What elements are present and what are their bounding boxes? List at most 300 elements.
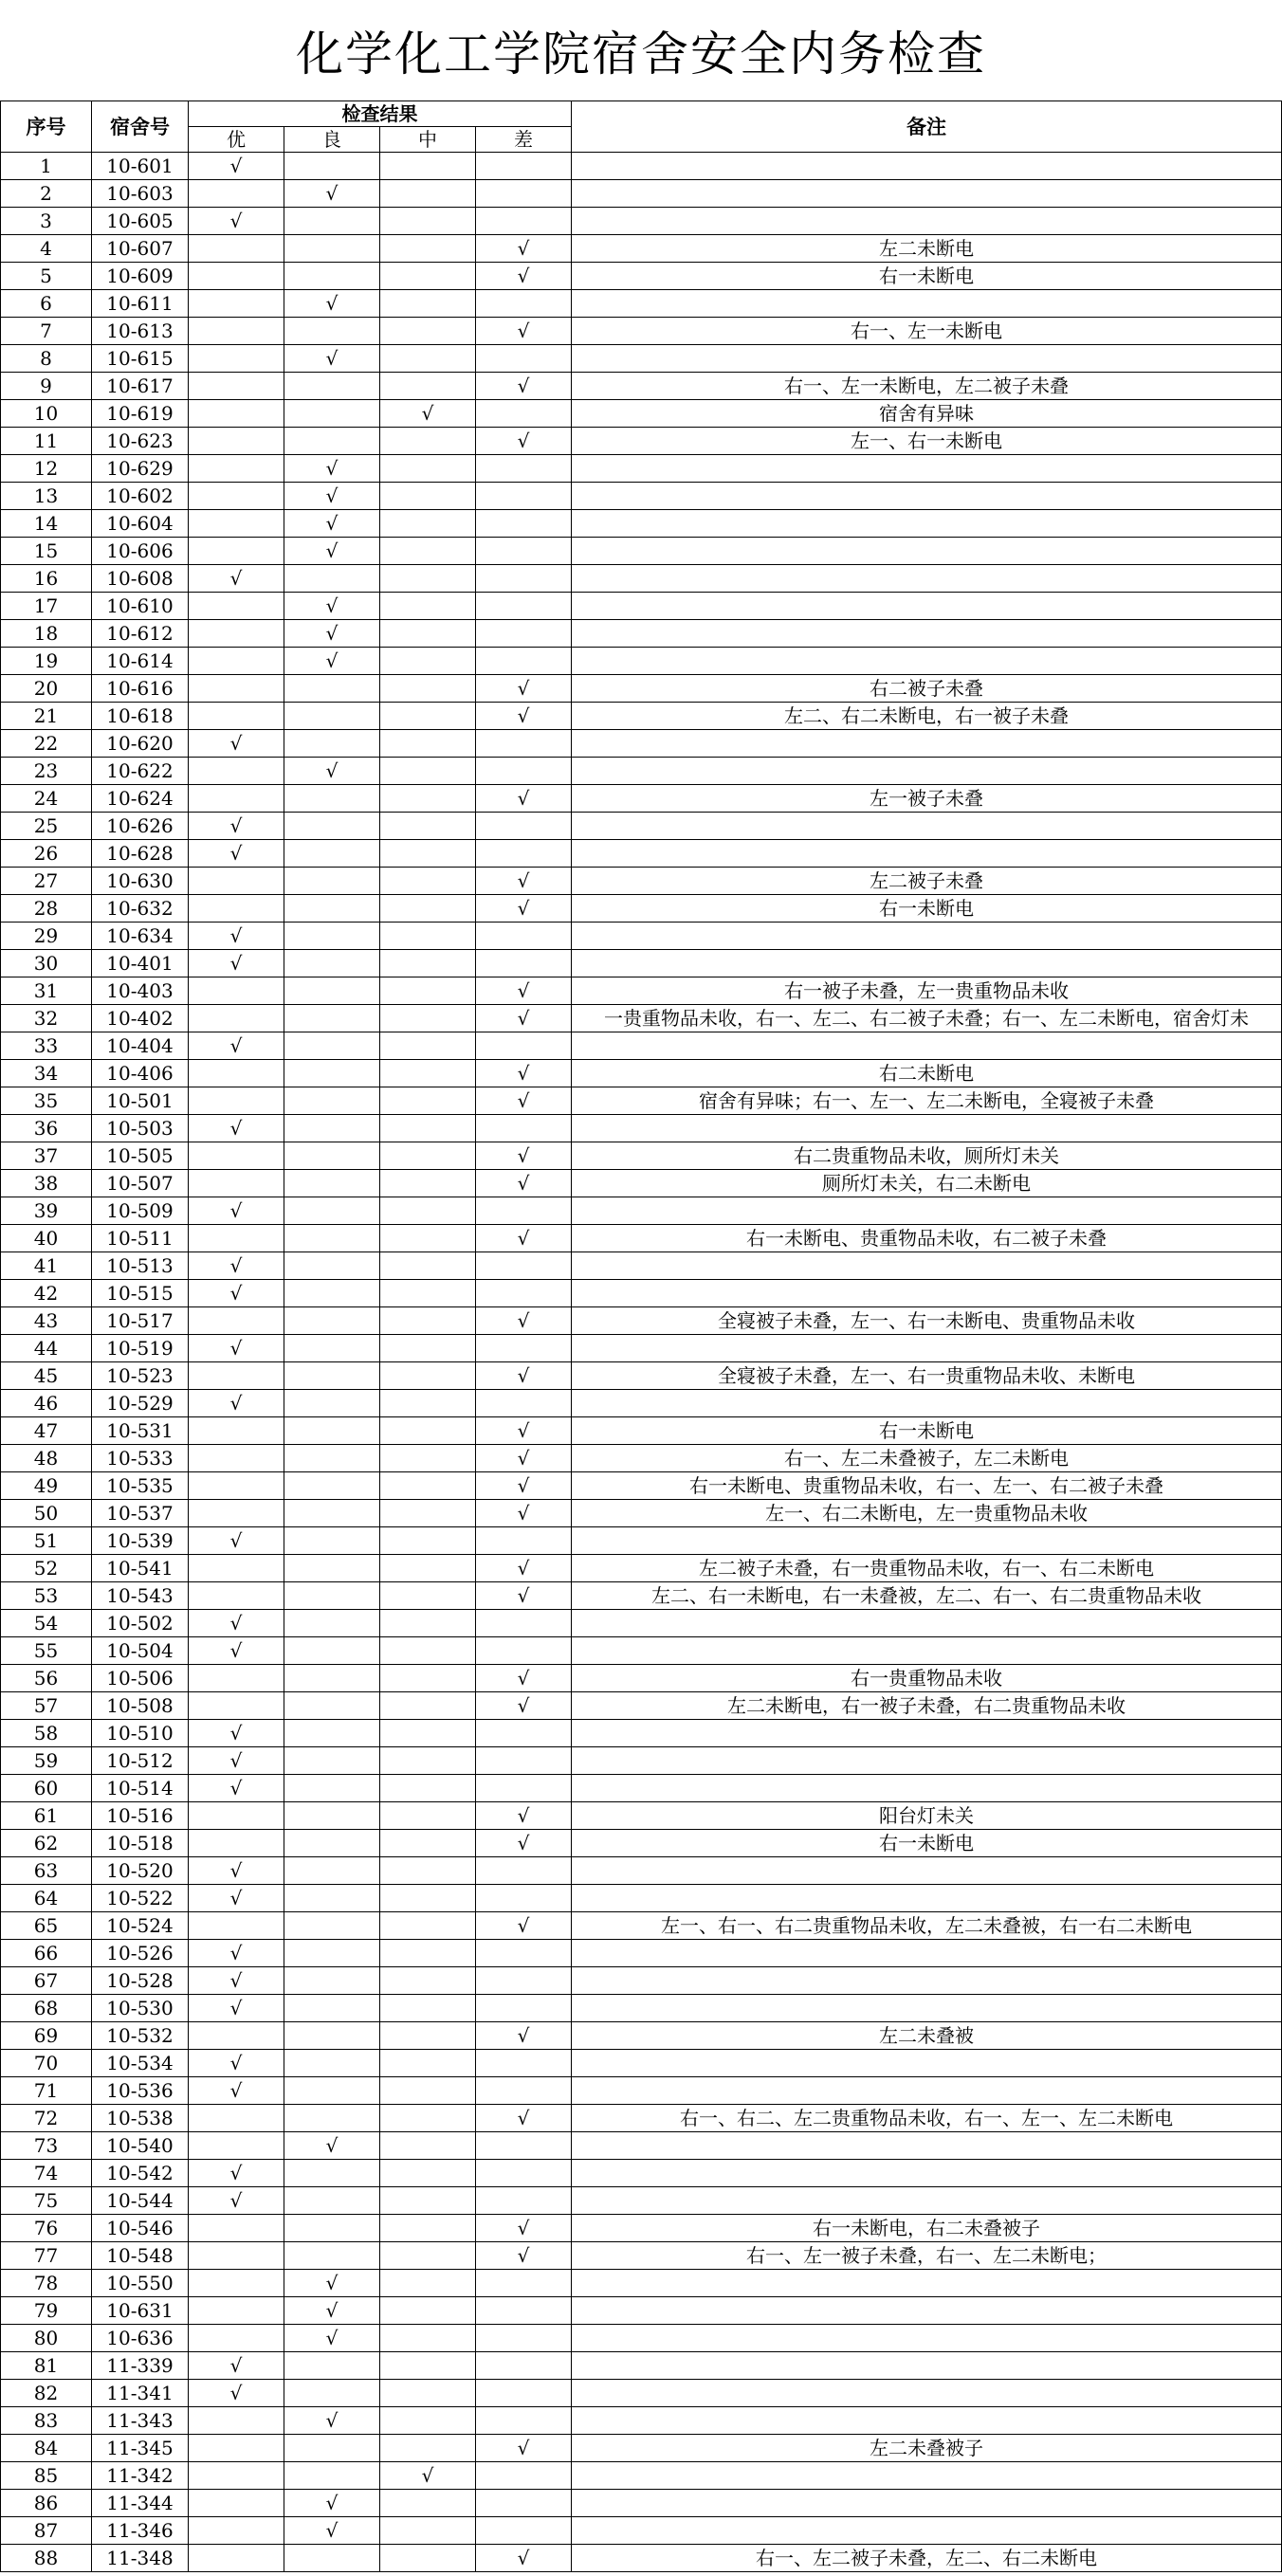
row-grade-excellent-cell: √: [189, 2352, 284, 2380]
row-grade-excellent-cell: [189, 2435, 284, 2462]
row-grade-fair-cell: [380, 1142, 476, 1170]
row-grade-fair-cell: [380, 1610, 476, 1637]
row-grade-poor-cell: √: [476, 1307, 572, 1335]
row-grade-fair-cell: [380, 2545, 476, 2572]
row-grade-poor-cell: √: [476, 895, 572, 923]
row-grade-good-cell: [284, 1060, 380, 1087]
row-room: 10-502: [92, 1610, 189, 1637]
row-room: 10-620: [92, 730, 189, 758]
row-grade-fair-cell: [380, 180, 476, 208]
row-note: 左二被子未叠，右一贵重物品未收，右一、右二未断电: [572, 1555, 1282, 1582]
row-grade-fair-cell: [380, 510, 476, 538]
row-seq: 54: [1, 1610, 92, 1637]
row-grade-excellent-cell: [189, 1060, 284, 1087]
header-grade-poor: 差: [476, 127, 572, 153]
row-grade-excellent-cell: √: [189, 1995, 284, 2022]
row-room: 10-630: [92, 868, 189, 895]
row-seq: 59: [1, 1747, 92, 1775]
row-grade-excellent-cell: [189, 1142, 284, 1170]
table-row: [1, 2270, 1282, 2297]
table-row: [1, 290, 1282, 318]
row-note: [572, 1335, 1282, 1362]
row-grade-good-cell: [284, 208, 380, 235]
row-grade-fair-cell: [380, 1335, 476, 1362]
row-grade-excellent-cell: [189, 1170, 284, 1197]
row-room: 10-522: [92, 1885, 189, 1912]
row-note: 左二未断电，右一被子未叠，右二贵重物品未收: [572, 1692, 1282, 1720]
row-note: [572, 1610, 1282, 1637]
row-grade-poor-cell: √: [476, 428, 572, 455]
row-seq: 85: [1, 2462, 92, 2490]
row-grade-poor-cell: [476, 1747, 572, 1775]
row-seq: 20: [1, 675, 92, 703]
row-grade-poor-cell: [476, 2517, 572, 2545]
row-grade-good-cell: [284, 1197, 380, 1225]
row-grade-poor-cell: [476, 290, 572, 318]
row-grade-poor-cell: √: [476, 1417, 572, 1445]
row-grade-excellent-cell: [189, 2545, 284, 2572]
page-title: 化学化工学院宿舍安全内务检查: [296, 27, 986, 82]
row-note: [572, 1115, 1282, 1142]
row-grade-fair-cell: [380, 290, 476, 318]
row-note: [572, 180, 1282, 208]
row-grade-fair-cell: [380, 1115, 476, 1142]
row-grade-fair-cell: [380, 648, 476, 675]
row-grade-good-cell: [284, 1005, 380, 1032]
row-grade-excellent-cell: [189, 483, 284, 510]
row-room: 10-406: [92, 1060, 189, 1087]
row-note: [572, 1995, 1282, 2022]
row-grade-good-cell: [284, 1390, 380, 1417]
row-grade-good-cell: √: [284, 2325, 380, 2352]
row-grade-fair-cell: [380, 153, 476, 180]
row-seq: 53: [1, 1582, 92, 1610]
row-grade-excellent-cell: [189, 1472, 284, 1500]
row-grade-good-cell: [284, 1665, 380, 1692]
row-grade-good-cell: [284, 1307, 380, 1335]
row-grade-good-cell: √: [284, 483, 380, 510]
row-seq: 7: [1, 318, 92, 345]
row-grade-good-cell: [284, 730, 380, 758]
row-note: [572, 593, 1282, 620]
row-grade-excellent-cell: [189, 977, 284, 1005]
row-grade-good-cell: [284, 868, 380, 895]
row-grade-poor-cell: √: [476, 2242, 572, 2270]
row-note: [572, 455, 1282, 483]
table-row: [1, 2297, 1282, 2325]
row-seq: 10: [1, 400, 92, 428]
row-grade-fair-cell: [380, 1060, 476, 1087]
row-seq: 12: [1, 455, 92, 483]
row-seq: 69: [1, 2022, 92, 2050]
row-note: 右一、左一被子未叠，右一、左二未断电；: [572, 2242, 1282, 2270]
row-room: 10-530: [92, 1995, 189, 2022]
row-seq: 35: [1, 1087, 92, 1115]
row-grade-excellent-cell: √: [189, 730, 284, 758]
row-seq: 37: [1, 1142, 92, 1170]
table-row: [1, 730, 1282, 758]
row-grade-excellent-cell: √: [189, 1252, 284, 1280]
row-grade-poor-cell: [476, 2490, 572, 2517]
row-grade-fair-cell: [380, 1390, 476, 1417]
row-grade-poor-cell: [476, 1967, 572, 1995]
table-row: [1, 2050, 1282, 2077]
row-seq: 50: [1, 1500, 92, 1527]
row-seq: 23: [1, 758, 92, 785]
row-grade-poor-cell: [476, 208, 572, 235]
row-grade-fair-cell: [380, 1967, 476, 1995]
row-note: [572, 813, 1282, 840]
row-grade-fair-cell: [380, 1225, 476, 1252]
row-seq: 22: [1, 730, 92, 758]
row-note: [572, 2297, 1282, 2325]
row-grade-poor-cell: √: [476, 2105, 572, 2132]
row-note: 右一、左二被子未叠，左二、右二未断电: [572, 2545, 1282, 2572]
row-grade-excellent-cell: √: [189, 1967, 284, 1995]
row-grade-good-cell: [284, 1912, 380, 1940]
row-grade-fair-cell: [380, 2325, 476, 2352]
table-row: [1, 1445, 1282, 1472]
row-note: [572, 1637, 1282, 1665]
row-seq: 63: [1, 1857, 92, 1885]
row-seq: 2: [1, 180, 92, 208]
row-grade-good-cell: √: [284, 2407, 380, 2435]
row-note: 左二、右一未断电，右一未叠被，左二、右一、右二贵重物品未收: [572, 1582, 1282, 1610]
row-grade-excellent-cell: √: [189, 1885, 284, 1912]
row-grade-excellent-cell: [189, 675, 284, 703]
table-row: [1, 1280, 1282, 1307]
row-seq: 52: [1, 1555, 92, 1582]
row-grade-excellent-cell: [189, 895, 284, 923]
row-seq: 79: [1, 2297, 92, 2325]
row-grade-fair-cell: [380, 1197, 476, 1225]
row-seq: 78: [1, 2270, 92, 2297]
row-note: 左二、右二未断电，右一被子未叠: [572, 703, 1282, 730]
row-note: 右一未断电: [572, 895, 1282, 923]
row-room: 10-622: [92, 758, 189, 785]
row-grade-poor-cell: [476, 1857, 572, 1885]
row-note: [572, 510, 1282, 538]
row-room: 10-501: [92, 1087, 189, 1115]
row-seq: 67: [1, 1967, 92, 1995]
row-grade-excellent-cell: [189, 290, 284, 318]
row-note: [572, 345, 1282, 373]
row-note: 左一、右一未断电: [572, 428, 1282, 455]
table-row: [1, 2022, 1282, 2050]
row-grade-good-cell: [284, 1775, 380, 1802]
row-seq: 15: [1, 538, 92, 565]
row-room: 10-533: [92, 1445, 189, 1472]
row-note: 左二未断电: [572, 235, 1282, 263]
row-grade-poor-cell: √: [476, 1472, 572, 1500]
row-note: [572, 2462, 1282, 2490]
row-grade-fair-cell: [380, 565, 476, 593]
row-grade-fair-cell: [380, 2242, 476, 2270]
row-room: 10-548: [92, 2242, 189, 2270]
row-note: [572, 2380, 1282, 2407]
row-room: 10-604: [92, 510, 189, 538]
table-row: [1, 2407, 1282, 2435]
row-room: 10-607: [92, 235, 189, 263]
table-row: [1, 1967, 1282, 1995]
row-note: 左一被子未叠: [572, 785, 1282, 813]
row-grade-excellent-cell: [189, 868, 284, 895]
row-grade-excellent-cell: [189, 1665, 284, 1692]
row-seq: 17: [1, 593, 92, 620]
row-grade-good-cell: [284, 1527, 380, 1555]
row-note: [572, 483, 1282, 510]
row-note: [572, 1720, 1282, 1747]
row-seq: 47: [1, 1417, 92, 1445]
row-seq: 4: [1, 235, 92, 263]
row-room: 10-519: [92, 1335, 189, 1362]
row-seq: 87: [1, 2517, 92, 2545]
row-room: 10-507: [92, 1170, 189, 1197]
row-grade-good-cell: [284, 1225, 380, 1252]
row-grade-fair-cell: [380, 703, 476, 730]
row-grade-fair-cell: [380, 675, 476, 703]
row-grade-fair-cell: [380, 2517, 476, 2545]
row-grade-fair-cell: [380, 950, 476, 977]
row-grade-good-cell: [284, 2105, 380, 2132]
row-room: 10-528: [92, 1967, 189, 1995]
table-row: [1, 1060, 1282, 1087]
row-grade-poor-cell: √: [476, 1170, 572, 1197]
table-row: [1, 318, 1282, 345]
table-row: [1, 263, 1282, 290]
row-seq: 14: [1, 510, 92, 538]
row-grade-excellent-cell: √: [189, 923, 284, 950]
row-seq: 57: [1, 1692, 92, 1720]
row-seq: 75: [1, 2187, 92, 2215]
table-row: [1, 1747, 1282, 1775]
row-room: 10-623: [92, 428, 189, 455]
row-note: 阳台灯未关: [572, 1802, 1282, 1830]
row-note: 右一贵重物品未收: [572, 1665, 1282, 1692]
row-grade-poor-cell: [476, 153, 572, 180]
row-room: 10-602: [92, 483, 189, 510]
row-grade-poor-cell: [476, 1610, 572, 1637]
row-note: 一贵重物品未收，右一、左二、右二被子未叠；右一、左二未断电，宿舍灯未: [572, 1005, 1282, 1032]
row-grade-good-cell: [284, 703, 380, 730]
row-room: 10-517: [92, 1307, 189, 1335]
row-grade-good-cell: [284, 2545, 380, 2572]
row-grade-good-cell: [284, 2077, 380, 2105]
row-grade-poor-cell: [476, 2132, 572, 2160]
row-seq: 13: [1, 483, 92, 510]
table-row: [1, 1802, 1282, 1830]
row-grade-excellent-cell: √: [189, 950, 284, 977]
row-grade-excellent-cell: [189, 593, 284, 620]
table-row: [1, 1032, 1282, 1060]
row-grade-poor-cell: [476, 1252, 572, 1280]
row-grade-good-cell: [284, 840, 380, 868]
row-grade-good-cell: [284, 785, 380, 813]
row-grade-poor-cell: √: [476, 2022, 572, 2050]
row-grade-fair-cell: √: [380, 2462, 476, 2490]
row-grade-good-cell: [284, 813, 380, 840]
row-grade-fair-cell: [380, 1472, 476, 1500]
table-row: [1, 1115, 1282, 1142]
row-grade-fair-cell: [380, 1912, 476, 1940]
row-grade-excellent-cell: [189, 758, 284, 785]
row-grade-good-cell: [284, 1115, 380, 1142]
row-grade-excellent-cell: √: [189, 153, 284, 180]
row-grade-poor-cell: [476, 1885, 572, 1912]
row-note: [572, 620, 1282, 648]
header-seq: 序号: [1, 101, 92, 153]
row-room: 10-520: [92, 1857, 189, 1885]
row-grade-fair-cell: [380, 2215, 476, 2242]
row-grade-fair-cell: [380, 1170, 476, 1197]
table-row: [1, 2545, 1282, 2572]
row-note: [572, 538, 1282, 565]
row-grade-good-cell: [284, 263, 380, 290]
table-row: [1, 1527, 1282, 1555]
row-grade-good-cell: [284, 2435, 380, 2462]
row-grade-fair-cell: [380, 2132, 476, 2160]
row-grade-poor-cell: √: [476, 373, 572, 400]
row-grade-excellent-cell: [189, 2215, 284, 2242]
row-grade-fair-cell: [380, 1032, 476, 1060]
row-room: 10-546: [92, 2215, 189, 2242]
row-grade-good-cell: [284, 1142, 380, 1170]
table-row: [1, 1582, 1282, 1610]
row-room: 10-516: [92, 1802, 189, 1830]
row-grade-poor-cell: [476, 593, 572, 620]
row-grade-excellent-cell: [189, 2132, 284, 2160]
table-row: [1, 2490, 1282, 2517]
row-grade-poor-cell: [476, 813, 572, 840]
row-seq: 27: [1, 868, 92, 895]
row-grade-excellent-cell: [189, 2490, 284, 2517]
row-room: 10-636: [92, 2325, 189, 2352]
row-room: 10-508: [92, 1692, 189, 1720]
inspection-table: [0, 100, 1282, 2572]
row-grade-good-cell: [284, 1885, 380, 1912]
row-grade-good-cell: √: [284, 510, 380, 538]
row-grade-good-cell: [284, 1940, 380, 1967]
row-grade-good-cell: [284, 1610, 380, 1637]
row-note: [572, 1885, 1282, 1912]
row-note: [572, 730, 1282, 758]
row-note: 右一、右二、左二贵重物品未收，右一、左一、左二未断电: [572, 2105, 1282, 2132]
row-grade-poor-cell: [476, 1940, 572, 1967]
row-grade-poor-cell: √: [476, 2545, 572, 2572]
row-note: [572, 565, 1282, 593]
row-grade-good-cell: √: [284, 2270, 380, 2297]
row-grade-excellent-cell: [189, 1005, 284, 1032]
row-seq: 25: [1, 813, 92, 840]
row-grade-excellent-cell: [189, 1830, 284, 1857]
row-note: [572, 208, 1282, 235]
row-grade-fair-cell: √: [380, 400, 476, 428]
row-room: 10-538: [92, 2105, 189, 2132]
row-grade-poor-cell: √: [476, 235, 572, 263]
table-row: [1, 1912, 1282, 1940]
row-grade-excellent-cell: √: [189, 1115, 284, 1142]
row-note: [572, 2325, 1282, 2352]
row-grade-good-cell: [284, 1032, 380, 1060]
row-grade-poor-cell: √: [476, 868, 572, 895]
row-grade-good-cell: √: [284, 2490, 380, 2517]
row-grade-poor-cell: [476, 1527, 572, 1555]
row-room: 10-512: [92, 1747, 189, 1775]
row-grade-good-cell: [284, 1747, 380, 1775]
row-grade-fair-cell: [380, 1775, 476, 1802]
table-row: [1, 2352, 1282, 2380]
row-grade-poor-cell: [476, 483, 572, 510]
row-grade-good-cell: √: [284, 593, 380, 620]
row-note: [572, 758, 1282, 785]
row-seq: 3: [1, 208, 92, 235]
row-grade-good-cell: [284, 2160, 380, 2187]
row-grade-fair-cell: [380, 1995, 476, 2022]
header-note: 备注: [572, 101, 1282, 153]
row-grade-good-cell: [284, 923, 380, 950]
row-seq: 64: [1, 1885, 92, 1912]
row-note: 右一未断电: [572, 263, 1282, 290]
row-grade-excellent-cell: √: [189, 1857, 284, 1885]
row-grade-excellent-cell: [189, 1802, 284, 1830]
row-grade-excellent-cell: [189, 510, 284, 538]
row-grade-fair-cell: [380, 1087, 476, 1115]
row-note: 左一、右二未断电，左一贵重物品未收: [572, 1500, 1282, 1527]
row-grade-excellent-cell: √: [189, 1390, 284, 1417]
table-row: [1, 593, 1282, 620]
row-note: [572, 1775, 1282, 1802]
header-grade-good: 良: [284, 127, 380, 153]
row-note: 右一未断电: [572, 1830, 1282, 1857]
row-grade-poor-cell: [476, 950, 572, 977]
row-note: 右二未断电: [572, 1060, 1282, 1087]
row-note: [572, 2270, 1282, 2297]
row-grade-good-cell: [284, 2352, 380, 2380]
table-row: [1, 620, 1282, 648]
row-grade-poor-cell: √: [476, 1087, 572, 1115]
row-room: 10-540: [92, 2132, 189, 2160]
row-seq: 49: [1, 1472, 92, 1500]
row-grade-good-cell: [284, 400, 380, 428]
table-row: [1, 868, 1282, 895]
row-seq: 81: [1, 2352, 92, 2380]
row-note: 右一、左二未叠被子，左二未断电: [572, 1445, 1282, 1472]
table-row: [1, 703, 1282, 730]
table-row: [1, 1362, 1282, 1390]
table-row: [1, 1170, 1282, 1197]
row-grade-poor-cell: √: [476, 1142, 572, 1170]
row-grade-good-cell: [284, 1830, 380, 1857]
row-grade-poor-cell: [476, 455, 572, 483]
row-grade-poor-cell: [476, 1335, 572, 1362]
row-note: 右一未断电、贵重物品未收，右二被子未叠: [572, 1225, 1282, 1252]
row-grade-good-cell: [284, 950, 380, 977]
row-grade-fair-cell: [380, 1307, 476, 1335]
row-grade-excellent-cell: [189, 1500, 284, 1527]
row-grade-poor-cell: √: [476, 1362, 572, 1390]
table-row: [1, 1390, 1282, 1417]
row-grade-poor-cell: [476, 2325, 572, 2352]
row-grade-fair-cell: [380, 1252, 476, 1280]
row-grade-poor-cell: [476, 2407, 572, 2435]
row-grade-fair-cell: [380, 2490, 476, 2517]
row-grade-fair-cell: [380, 1857, 476, 1885]
table-row: [1, 1720, 1282, 1747]
row-grade-poor-cell: [476, 1637, 572, 1665]
table-row: [1, 538, 1282, 565]
row-room: 11-344: [92, 2490, 189, 2517]
row-grade-fair-cell: [380, 1527, 476, 1555]
